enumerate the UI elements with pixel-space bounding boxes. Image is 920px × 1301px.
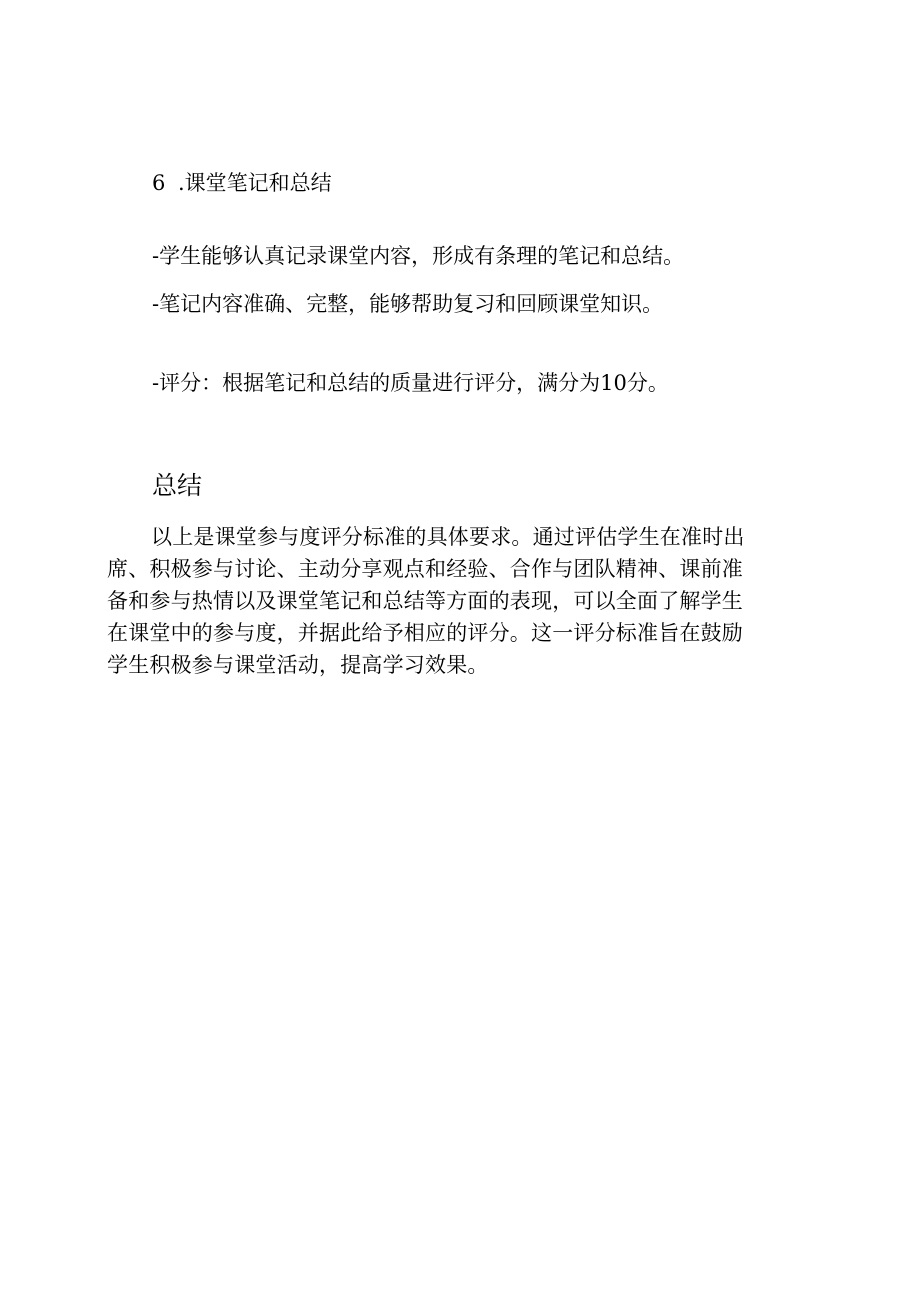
paragraph-line: 席、积极参与讨论、主动分享观点和经验、合作与团队精神、课前准 bbox=[107, 557, 743, 581]
summary-paragraph bbox=[107, 521, 803, 681]
paragraph-line: 在课堂中的参与度，并据此给予相应的评分。这一评分标准旨在鼓励 bbox=[107, 621, 743, 645]
summary-heading: 总结 bbox=[152, 471, 203, 500]
section-number: 6 bbox=[152, 171, 166, 195]
paragraph-line: 备和参与热情以及课堂笔记和总结等方面的表现，可以全面了解学生 bbox=[107, 589, 743, 613]
paragraph-line: 学生积极参与课堂活动，提高学习效果。 bbox=[107, 653, 489, 677]
bullet-item: -评分：根据笔记和总结的质量进行评分，满分为10分。 bbox=[152, 371, 669, 395]
section-title: .课堂笔记和总结 bbox=[178, 171, 332, 195]
bullet-item: -学生能够认真记录课堂内容，形成有条理的笔记和总结。 bbox=[152, 244, 685, 268]
bullet-item: -笔记内容准确、完整，能够帮助复习和回顾课堂知识。 bbox=[152, 292, 664, 316]
section-heading bbox=[152, 170, 332, 196]
paragraph-line: 以上是课堂参与度评分标准的具体要求。通过评估学生在准时出 bbox=[151, 525, 745, 549]
